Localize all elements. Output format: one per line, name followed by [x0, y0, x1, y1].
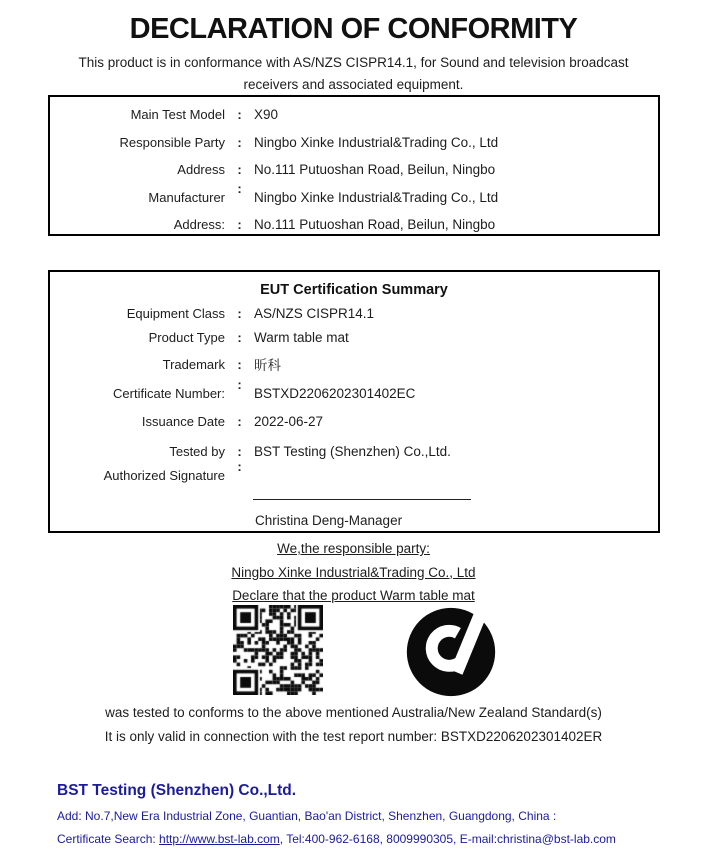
- row-value: Ningbo Xinke Industrial&Trading Co., Ltd: [254, 134, 499, 150]
- row-label: Responsible Party: [119, 134, 225, 150]
- signature-line: [253, 499, 471, 500]
- declaration-line: We,the responsible party:: [277, 541, 430, 556]
- table-row: [50, 434, 658, 468]
- row-colon: :: [237, 459, 242, 474]
- lab-contact-line: [57, 832, 616, 846]
- table-row: [50, 302, 658, 325]
- conformance-statement: [0, 52, 707, 96]
- row-colon: :: [237, 217, 242, 233]
- row-label: Manufacturer: [148, 189, 225, 205]
- lab-footer: [57, 782, 616, 855]
- responsible-party-declaration: [0, 537, 707, 608]
- row-label: Issuance Date: [141, 413, 225, 429]
- row-label: Address:: [173, 217, 225, 233]
- row-label: Equipment Class: [126, 306, 225, 321]
- conformance-statement-line1: This product is in conformance with AS/NZS CISPR14.1, for Sound and television broadcast: [78, 55, 629, 70]
- row-value: Warm table mat: [254, 329, 349, 345]
- c-tick-mark-icon: [405, 606, 497, 698]
- qr-code-icon: [233, 605, 323, 695]
- row-colon: :: [237, 134, 242, 150]
- row-colon: :: [237, 377, 242, 392]
- section-heading: EUT Certification Summary: [260, 282, 448, 298]
- row-colon: :: [237, 329, 242, 345]
- conformance-statement-line2: receivers and associated equipment.: [243, 77, 464, 92]
- row-value: AS/NZS CISPR14.1: [254, 306, 375, 321]
- table-row: [50, 325, 658, 349]
- lab-address: Add: No.7,New Era Industrial Zone, Guantian, Bao'an District, Shenzhen, Guangdong, China :: [57, 809, 557, 823]
- eut-certification-summary-table: [48, 270, 660, 533]
- row-label: Authorized Signature: [103, 468, 225, 483]
- table-row: [50, 459, 658, 483]
- declaration-line: Declare that the product Warm table mat: [232, 588, 475, 603]
- table-row: [50, 211, 658, 239]
- row-colon: :: [237, 443, 242, 459]
- row-value: No.111 Putuoshan Road, Beilun, Ningbo: [254, 217, 496, 233]
- table-row: [50, 101, 658, 129]
- row-colon: :: [237, 306, 242, 321]
- test-statement-line2: It is only valid in connection with the test report number: BSTXD2206202301402ER: [104, 729, 603, 744]
- lab-company-name: BST Testing (Shenzhen) Co.,Ltd.: [57, 782, 297, 799]
- row-value: BSTXD2206202301402EC: [254, 386, 416, 401]
- row-label: Product Type: [148, 329, 225, 345]
- row-colon: :: [237, 413, 242, 429]
- row-value: 2022-06-27: [254, 413, 324, 429]
- lab-contact-details: , Tel:400-962-6168, 8009990305, E-mail:christina@bst-lab.com: [279, 832, 616, 846]
- table-row: [50, 129, 658, 157]
- row-colon: :: [237, 356, 242, 372]
- product-info-table: [48, 95, 660, 236]
- row-label: Address: [177, 162, 225, 178]
- lab-website-link[interactable]: http://www.bst-lab.com: [159, 832, 280, 846]
- row-colon: :: [237, 180, 242, 196]
- test-statement-line1: was tested to conforms to the above mentioned Australia/New Zealand Standard(s): [105, 705, 602, 720]
- test-statement: [0, 701, 707, 749]
- signatory-name: Christina Deng-Manager: [255, 513, 403, 528]
- row-label: Trademark: [162, 356, 225, 372]
- certificate-search-label: Certificate Search:: [57, 832, 160, 846]
- table-row: [50, 379, 658, 408]
- page-title: DECLARATION OF CONFORMITY: [129, 13, 578, 45]
- row-value: BST Testing (Shenzhen) Co.,Ltd.: [254, 443, 451, 459]
- row-label: Tested by: [169, 443, 225, 459]
- row-value: No.111 Putuoshan Road, Beilun, Ningbo: [254, 162, 496, 178]
- declaration-line: Ningbo Xinke Industrial&Trading Co., Ltd: [231, 564, 476, 580]
- row-value: Ningbo Xinke Industrial&Trading Co., Ltd: [254, 189, 499, 205]
- row-label: Certificate Number:: [113, 386, 225, 401]
- row-value: 昕科: [254, 358, 281, 373]
- table-row: [50, 156, 658, 184]
- row-label: Main Test Model: [130, 107, 225, 123]
- table-row: [50, 408, 658, 434]
- table-row: [50, 349, 658, 379]
- row-colon: :: [237, 162, 242, 178]
- table-row: [50, 180, 658, 212]
- row-value: X90: [254, 107, 279, 123]
- row-colon: :: [237, 107, 242, 123]
